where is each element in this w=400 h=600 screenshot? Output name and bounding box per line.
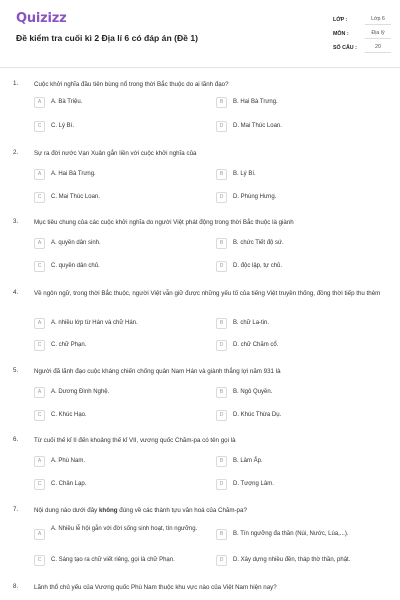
option-letter-badge: C xyxy=(34,340,45,351)
option-letter-badge: B xyxy=(216,169,227,180)
option-text: A. Phù Nam. xyxy=(51,458,86,464)
question-number: 6. xyxy=(13,436,19,443)
option-letter-badge: C xyxy=(34,479,45,490)
option-text: C. chữ Phạn. xyxy=(51,342,87,348)
question-number: 7. xyxy=(13,506,19,513)
option-letter-badge: D xyxy=(216,555,227,566)
question-text: Cuộc khởi nghĩa đầu tiên bùng nổ trong thời Bắc thuộc do ai lãnh đạo? xyxy=(34,81,229,88)
option-letter-badge: C xyxy=(34,555,45,566)
option-letter-badge: D xyxy=(216,121,227,132)
question-number: 5. xyxy=(13,367,19,374)
option-text: A. Bà Triệu. xyxy=(51,99,83,105)
option-letter-badge: B xyxy=(216,387,227,398)
question-number: 8. xyxy=(13,583,19,590)
option-letter-badge: A xyxy=(34,456,45,467)
option-text: A. Nhiều lễ hội gắn với đời sống sinh hoạt, tín ngưỡng. xyxy=(51,526,198,532)
option-text: B. Lý Bí. xyxy=(233,171,256,177)
option-text: B. Tín ngưỡng đa thần (Núi, Nước, Lúa,...). xyxy=(233,531,349,537)
worksheet-header xyxy=(0,0,400,68)
option-letter-badge: D xyxy=(216,192,227,203)
meta-class-label: LỚP : xyxy=(333,17,348,23)
option-text: D. Mai Thúc Loan. xyxy=(233,123,282,129)
option-letter-badge: C xyxy=(34,410,45,421)
question-text: Từ cuối thế kỉ II đến khoảng thế kỉ VII, vương quốc Chăm-pa có tên gọi là xyxy=(34,437,236,444)
option-text: A. Dương Đình Nghệ. xyxy=(51,389,110,395)
option-letter-badge: A xyxy=(34,318,45,329)
option-text: D. Phùng Hưng. xyxy=(233,194,277,200)
question-text: Về ngôn ngữ, trong thời Bắc thuộc, người Việt vẫn giữ được những yếu tố của tiếng Việt truyền thống, đồng thời tiếp thu thêm xyxy=(34,290,381,297)
question-text: Sự ra đời nước Vạn Xuân gắn liền với cuộc khởi nghĩa của xyxy=(34,150,197,157)
option-text: C. quyền dân chủ. xyxy=(51,263,100,269)
option-letter-badge: D xyxy=(216,261,227,272)
option-letter-badge: A xyxy=(34,169,45,180)
option-letter-badge: B xyxy=(216,456,227,467)
meta-class-value: Lớp 6 xyxy=(365,14,391,25)
option-text: B. chức Tiết độ sứ. xyxy=(233,240,284,246)
option-text: D. độc lập, tự chủ. xyxy=(233,263,283,269)
option-text: B. Ngô Quyền. xyxy=(233,389,273,395)
meta-count-label: SỐ CÂU : xyxy=(333,45,357,51)
option-letter-badge: C xyxy=(34,121,45,132)
option-text: A. Hai Bà Trưng. xyxy=(51,171,96,177)
meta-count-value: 20 xyxy=(365,42,391,53)
document-title: Đề kiểm tra cuối kì 2 Địa lí 6 có đáp án (Đề 1) xyxy=(16,33,198,43)
question-text-emphasis: không xyxy=(98,507,118,514)
option-letter-badge: A xyxy=(34,529,45,540)
option-text: A. nhiều lớp từ Hán và chữ Hán. xyxy=(51,320,138,326)
option-letter-badge: A xyxy=(34,97,45,108)
option-text: D. chữ Chăm cổ. xyxy=(233,342,279,348)
option-text: D. Khúc Thừa Dụ. xyxy=(233,412,282,418)
question-number: 2. xyxy=(13,149,19,156)
option-letter-badge: D xyxy=(216,479,227,490)
option-letter-badge: B xyxy=(216,318,227,329)
option-text: B. Hai Bà Trưng. xyxy=(233,99,278,105)
option-letter-badge: D xyxy=(216,340,227,351)
option-text: D. Xây dựng nhiều đền, tháp thờ thần, phật. xyxy=(233,557,351,563)
question-text xyxy=(34,506,389,515)
option-text: C. Sáng tạo ra chữ viết riêng, gọi là chữ Phạn. xyxy=(51,557,175,563)
option-text: C. Chân Lạp. xyxy=(51,481,87,487)
option-letter-badge: D xyxy=(216,410,227,421)
meta-subject-label: MÔN : xyxy=(333,31,349,37)
option-text: B. chữ La-tin. xyxy=(233,320,270,326)
option-text: C. Mai Thúc Loan. xyxy=(51,194,100,200)
option-letter-badge: B xyxy=(216,238,227,249)
option-letter-badge: A xyxy=(34,238,45,249)
option-letter-badge: B xyxy=(216,529,227,540)
meta-subject-value: Địa lý xyxy=(365,28,391,39)
question-text-before: Nội dung nào dưới đây xyxy=(34,507,99,514)
option-text: C. Khúc Hạo. xyxy=(51,412,87,418)
question-text: Mục tiêu chung của các cuộc khởi nghĩa do người Việt phát động trong thời Bắc thuộc là giành xyxy=(34,219,294,226)
option-text: A. quyền dân sinh. xyxy=(51,240,101,246)
question-text-after: đúng về các thành tựu văn hoá của Chăm-pa? xyxy=(117,507,247,514)
option-text: D. Tượng Lâm. xyxy=(233,481,274,487)
question-number: 1. xyxy=(13,80,19,87)
option-letter-badge: C xyxy=(34,261,45,272)
quizizz-logo: Quizizz xyxy=(16,11,67,26)
option-letter-badge: A xyxy=(34,387,45,398)
option-letter-badge: B xyxy=(216,97,227,108)
option-text: C. Lý Bí. xyxy=(51,123,75,129)
option-text: B. Lâm Ấp. xyxy=(233,458,263,464)
question-text: Lãnh thổ chủ yếu của Vương quốc Phù Nam thuộc khu vực nào của Việt Nam hiện nay? xyxy=(34,584,277,591)
option-letter-badge: C xyxy=(34,192,45,203)
question-number: 3. xyxy=(13,218,19,225)
question-number: 4. xyxy=(13,289,19,296)
question-text: Người đã lãnh đạo cuộc kháng chiến chống quân Nam Hán và giành thắng lợi năm 931 là xyxy=(34,368,281,375)
